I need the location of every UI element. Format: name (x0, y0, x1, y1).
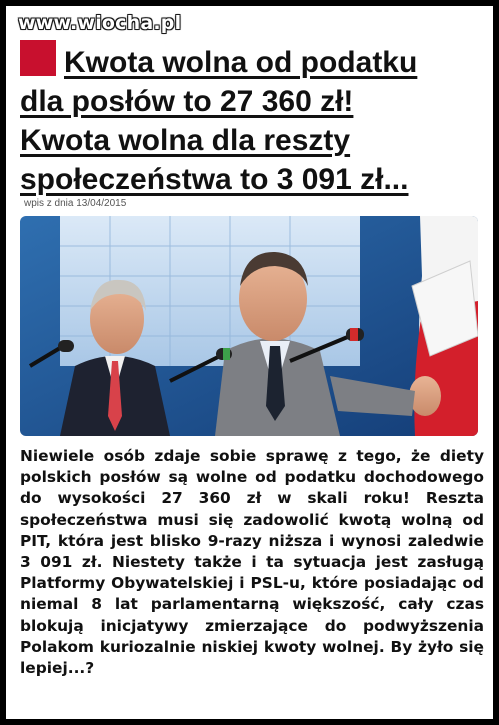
headline-line-2: dla posłów to 27 360 zł! (20, 85, 354, 118)
red-square-icon (20, 40, 56, 76)
headline-line-3: Kwota wolna dla reszty (20, 124, 351, 157)
article-body: Niewiele osób zdaje sobie sprawę z tego, że diety polskich posłów są wolne od podatku dochodowego do wysokości 27 360 zł w skali roku! Reszta społeczeństwa musi się zadowolić kwotą wolną od PIT, która jest blisko 9-razy niższa i wynosi zaledwie 3 091 zł. Niestety także i ta sytuacja jest zasługą Platformy Obywatelskiej i PSL-u, które posiadając od niemal 8 lat parlamentarną większość, cały czas blokują inicjatywy zmierzające do podwyższenia Polakom kuriozalnie niskiej kwoty wolnej. By żyło się lepiej...? (20, 447, 484, 678)
headline-line-4: społeczeństwa to 3 091 zł... (20, 163, 409, 196)
headline (20, 40, 484, 199)
meme-frame (6, 6, 493, 719)
press-conference-photo (20, 216, 478, 436)
entry-date: wpis z dnia 13/04/2015 (24, 198, 127, 209)
headline-line-1: Kwota wolna od podatku (20, 40, 484, 82)
site-watermark: www.wiocha.pl (18, 12, 182, 34)
